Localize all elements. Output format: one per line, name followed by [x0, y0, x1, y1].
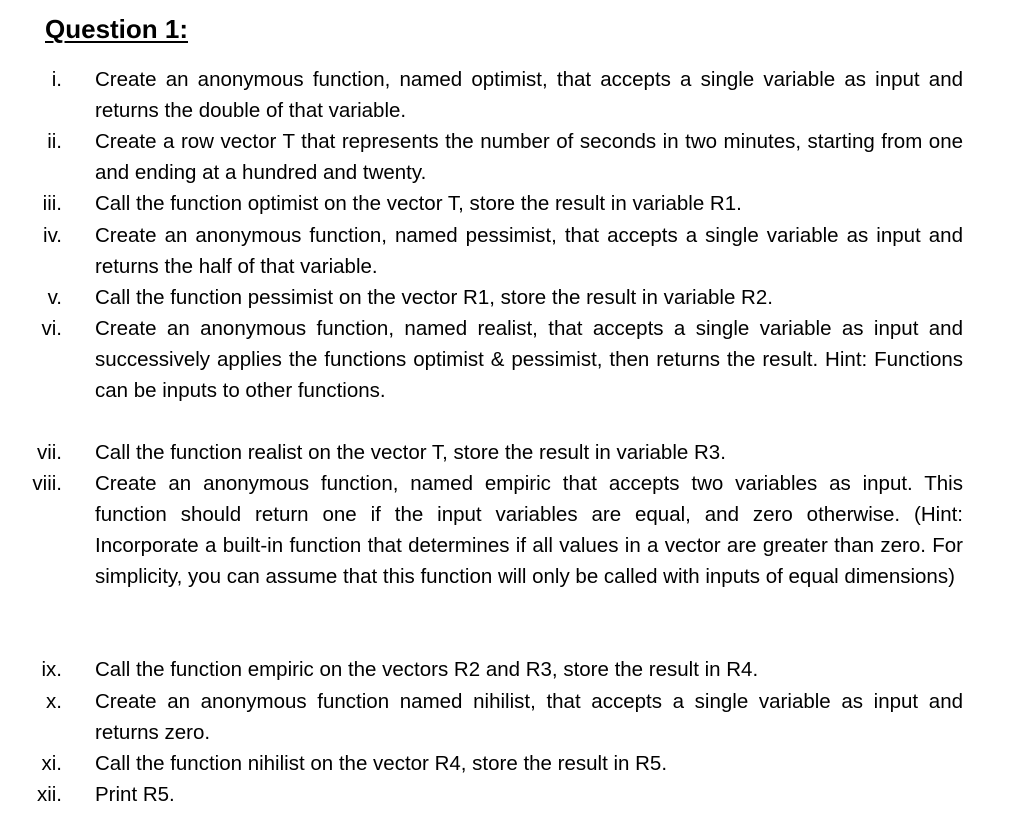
item-number: xii.: [36, 783, 62, 806]
item-text: Call the function empiric on the vectors R2 and R3, store the result in R4.: [95, 658, 759, 681]
item-text: Call the function optimist on the vector T, store the result in variable R1.: [95, 192, 742, 215]
item-text: Create an anonymous function, named realist, that accepts a single variable as input and successively applies the functions optimist & pessimist, then returns the result. Hint: Functions can be inputs to other functions.: [95, 317, 963, 402]
item-number: vii.: [36, 441, 62, 464]
item-number: x.: [46, 690, 62, 713]
item-number: ix.: [41, 658, 62, 681]
item-text: Create an anonymous function named nihilist, that accepts a single variable as input and returns zero.: [95, 690, 963, 744]
item-text: Call the function pessimist on the vector R1, store the result in variable R2.: [95, 286, 773, 309]
item-number: i.: [51, 68, 62, 91]
item-text: Print R5.: [95, 783, 175, 806]
item-number: vi.: [41, 317, 62, 340]
item-text: Create an anonymous function, named empiric that accepts two variables as input. This function should return one if the input variables are equal, and zero otherwise. (Hint: Incorporate a built-in function that determines if all values in a vector are greater than zero. For simplicity, you can assume that this function will only be called with inputs of equal dimensions): [95, 472, 963, 588]
item-text: Call the function realist on the vector T, store the result in variable R3.: [95, 441, 726, 464]
item-number: v.: [47, 286, 62, 309]
item-number: iv.: [43, 224, 62, 247]
item-text: Call the function nihilist on the vector R4, store the result in R5.: [95, 752, 668, 775]
item-text: Create an anonymous function, named optimist, that accepts a single variable as input and returns the double of that variable.: [95, 68, 963, 122]
item-number: iii.: [42, 192, 62, 215]
item-text: Create an anonymous function, named pessimist, that accepts a single variable as input and returns the half of that variable.: [95, 224, 963, 278]
item-number: xi.: [41, 752, 62, 775]
question-title: Question 1:: [45, 14, 189, 44]
item-text: Create a row vector T that represents the number of seconds in two minutes, starting from one and ending at a hundred and twenty.: [95, 130, 963, 184]
item-number: viii.: [32, 472, 62, 495]
item-number: ii.: [47, 130, 62, 153]
